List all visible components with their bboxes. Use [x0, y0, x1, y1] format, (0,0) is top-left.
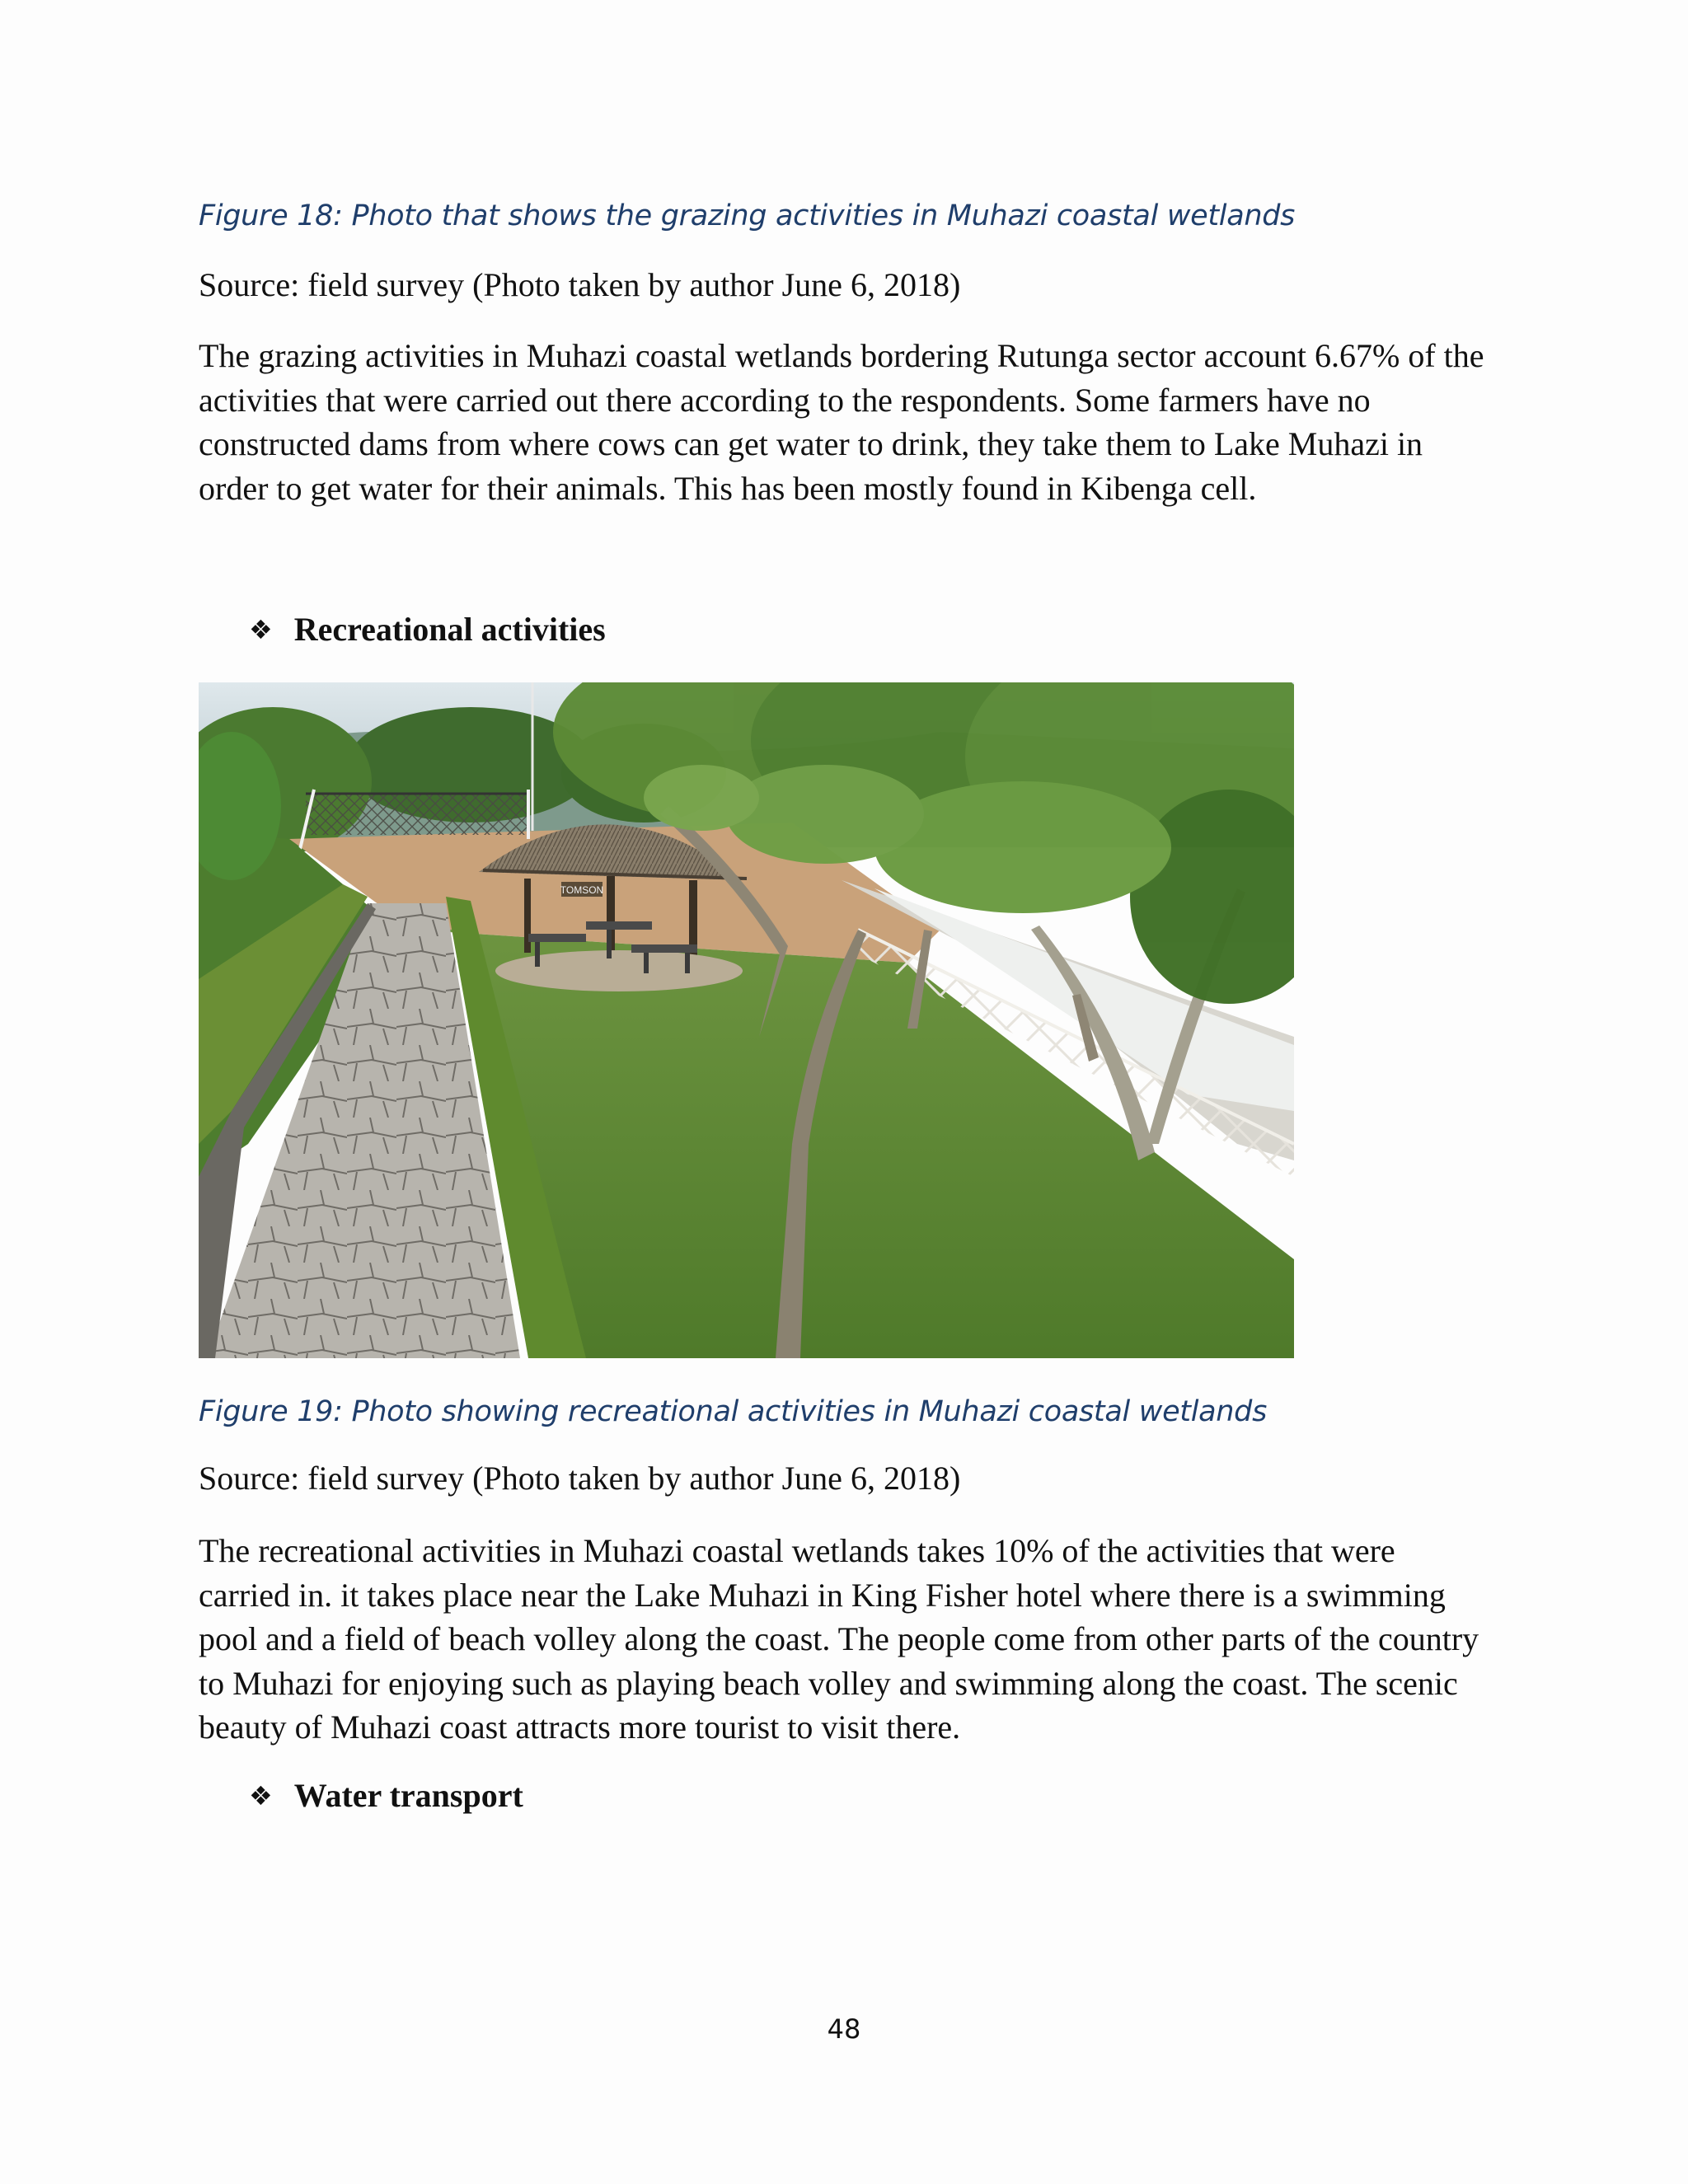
figure-18-caption: Figure 18: Photo that shows the grazing activities in Muhazi coastal wetlands — [199, 199, 1296, 232]
grazing-paragraph — [199, 334, 1501, 510]
diamond-bullet-icon: ❖ — [249, 1779, 273, 1811]
paragraph-line: order to get water for their animals. This has been mostly found in Kibenga cell. — [199, 469, 1257, 507]
recreational-activities-heading — [249, 610, 606, 649]
figure-18-source: Source: field survey (Photo taken by author June 6, 2018) — [199, 266, 961, 303]
paragraph-line: carried in. it takes place near the Lake Muhazi in King Fisher hotel where there is a swimming — [199, 1576, 1446, 1614]
paragraph-line: beauty of Muhazi coast attracts more tourist to visit there. — [199, 1708, 961, 1746]
recreational-photo — [199, 682, 1294, 1358]
heading-label: Recreational activities — [293, 611, 606, 648]
paragraph-line: The recreational activities in Muhazi coastal wetlands takes 10% of the activities that were — [199, 1532, 1395, 1569]
paragraph-line: constructed dams from where cows can get water to drink, they take them to Lake Muhazi in — [199, 425, 1423, 462]
paragraph-line: to Muhazi for enjoying such as playing beach volley and swimming along the coast. The scenic — [199, 1664, 1458, 1702]
page-number: 48 — [827, 2013, 861, 2045]
figure-19-source: Source: field survey (Photo taken by author June 6, 2018) — [199, 1460, 961, 1497]
heading-label: Water transport — [293, 1777, 523, 1814]
water-transport-heading — [249, 1776, 523, 1815]
figure-19-caption: Figure 19: Photo showing recreational activities in Muhazi coastal wetlands — [199, 1395, 1268, 1428]
paragraph-line: activities that were carried out there according to the respondents. Some farmers have no — [199, 381, 1371, 419]
paragraph-line: pool and a field of beach volley along the coast. The people come from other parts of the country — [199, 1620, 1479, 1657]
recreational-paragraph — [199, 1529, 1501, 1750]
recreational-photo-illustration — [199, 682, 1294, 1358]
paragraph-line: The grazing activities in Muhazi coastal wetlands bordering Rutunga sector account 6.67% of the — [199, 337, 1484, 374]
diamond-bullet-icon: ❖ — [249, 613, 273, 645]
gazebo-sign: TOMSON — [560, 884, 604, 896]
